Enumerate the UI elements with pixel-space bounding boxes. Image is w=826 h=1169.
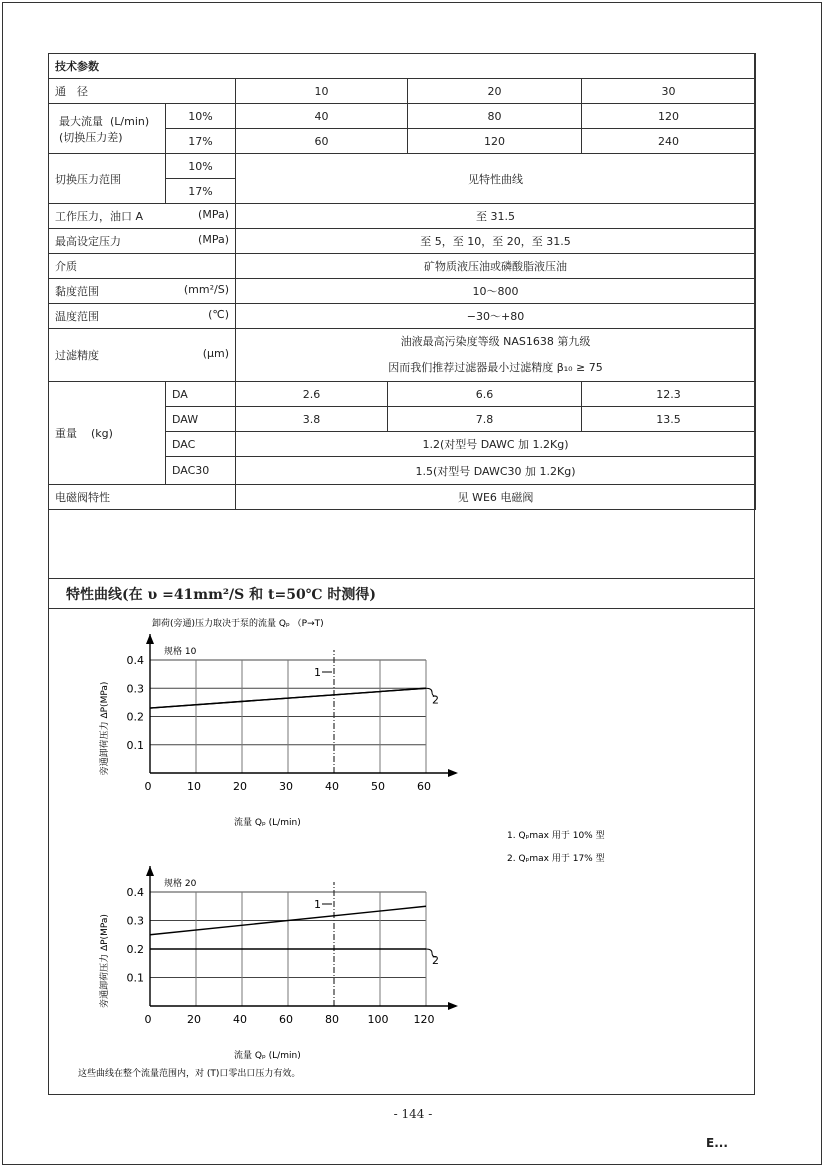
size-20: 20 xyxy=(408,79,582,104)
weight-dac30-value: 1.5(对型号 DAWC30 加 1.2Kg) xyxy=(236,457,756,485)
switch-10pct: 10% xyxy=(166,154,236,179)
chart2-x-tick-label: 120 xyxy=(413,1013,435,1026)
chart1-x-label: 流量 Qₚ (L/min) xyxy=(234,818,301,828)
medium-label: 介质 xyxy=(49,254,236,279)
chart2-y-tick-label: 0.2 xyxy=(126,943,144,956)
chart2-y-tick-label: 0.1 xyxy=(126,971,144,985)
chart1-callout-2-label: 2 xyxy=(432,693,439,707)
filter-label: 过滤精度 (μm) xyxy=(49,329,236,382)
maxflow-17-b: 120 xyxy=(408,129,582,154)
weight-dac30: DAC30 xyxy=(166,457,236,485)
chart2-x-tick-label: 0 xyxy=(144,1013,152,1026)
medium-value: 矿物质液压油或磷酸脂液压油 xyxy=(236,254,756,279)
weight-dac-value: 1.2(对型号 DAWC 加 1.2Kg) xyxy=(236,432,756,457)
weight-daw-10: 3.8 xyxy=(236,407,388,432)
switch-17pct: 17% xyxy=(166,179,236,204)
legend-1: 1. Qₚmax 用于 10% 型 xyxy=(507,831,605,841)
chart2-callout-1-label: 1 xyxy=(314,898,321,911)
solenoid-value: 见 WE6 电磁阀 xyxy=(236,485,756,510)
visc-value: 10～800 xyxy=(236,279,756,304)
chart2-x-tick-label: 20 xyxy=(187,1013,201,1026)
chart2-x-arrow xyxy=(448,1002,458,1010)
chart1-title: 规格 10 xyxy=(164,647,197,657)
weight-da-30: 12.3 xyxy=(582,382,756,407)
size-30: 30 xyxy=(582,79,756,104)
chart1-y-arrow xyxy=(146,634,154,644)
chart1-y-label: 旁通卸荷压力 ΔP(MPa) xyxy=(100,681,110,776)
chart2-y-arrow xyxy=(146,866,154,876)
solenoid-label: 电磁阀特性 xyxy=(49,485,236,510)
chart2-x-tick-label: 100 xyxy=(367,1013,389,1026)
work-value: 至 31.5 xyxy=(236,204,756,229)
maxset-label: 最高设定压力 (MPa) xyxy=(49,229,236,254)
chart1-x-tick-label: 50 xyxy=(371,780,385,793)
temp-value: −30～+80 xyxy=(236,304,756,329)
chart1-x-tick-label: 10 xyxy=(187,780,201,793)
weight-dac: DAC xyxy=(166,432,236,457)
chart2-y-tick-label: 0.3 xyxy=(126,914,144,928)
filter-value: 油液最高污染度等级 NAS1638 第九级 因而我们推荐过滤器最小过滤精度 β₁₀ ≥ 75 xyxy=(236,329,756,382)
chart1-x-tick-label: 20 xyxy=(233,780,247,793)
weight-label: 重量 (kg) xyxy=(49,382,166,485)
chart2-x-label: 流量 Qₚ (L/min) xyxy=(234,1051,301,1061)
chart2-x-tick-label: 60 xyxy=(279,1013,293,1026)
maxflow-10-b: 80 xyxy=(408,104,582,129)
work-label: 工作压力，油口 A (MPa) xyxy=(49,204,236,229)
maxflow-17pct: 17% xyxy=(166,129,236,154)
chart2-callout-2-label: 2 xyxy=(432,954,439,967)
chart1-x-tick-label: 0 xyxy=(144,780,152,793)
chart1-y-tick-label: 0.3 xyxy=(126,682,144,696)
footnote: 这些曲线在整个流量范围内，对 (T)口零出口压力有效。 xyxy=(78,1069,301,1079)
switch-label: 切换压力范围 xyxy=(49,154,166,204)
switch-value: 见特性曲线 xyxy=(236,154,756,204)
chart1-x-tick-label: 30 xyxy=(279,780,293,793)
maxflow-10-a: 40 xyxy=(236,104,408,129)
corner-mark: E... xyxy=(706,1136,728,1150)
size-label: 通 径 xyxy=(49,79,236,104)
weight-da-10: 2.6 xyxy=(236,382,388,407)
maxflow-17-a: 60 xyxy=(236,129,408,154)
chart2-y-label: 旁通卸荷压力 ΔP(MPa) xyxy=(100,914,110,1008)
temp-label: 温度范围 (℃) xyxy=(49,304,236,329)
weight-da-20: 6.6 xyxy=(388,382,582,407)
chart2-title: 规格 20 xyxy=(164,879,197,889)
chart1-x-tick-label: 60 xyxy=(417,780,431,793)
weight-da: DA xyxy=(166,382,236,407)
chart2-x-tick-label: 40 xyxy=(233,1013,247,1026)
chart1-x-arrow xyxy=(448,769,458,777)
maxflow-10pct: 10% xyxy=(166,104,236,129)
size-10: 10 xyxy=(236,79,408,104)
maxflow-17-c: 240 xyxy=(582,129,756,154)
visc-label: 黏度范围 (mm²/S) xyxy=(49,279,236,304)
weight-daw: DAW xyxy=(166,407,236,432)
chart2-y-tick-label: 0.4 xyxy=(126,886,144,899)
chart2-x-tick-label: 80 xyxy=(325,1013,339,1026)
maxset-value: 至 5，至 10，至 20，至 31.5 xyxy=(236,229,756,254)
section-title: 技术参数 xyxy=(49,54,756,79)
section2-title: 特性曲线(在 υ =41mm²/S 和 t=50℃ 时测得) xyxy=(48,578,755,609)
chart1-y-tick-label: 0.2 xyxy=(126,710,144,724)
maxflow-10-c: 120 xyxy=(582,104,756,129)
chart1-callout-1-label: 1 xyxy=(314,666,321,679)
legend-2: 2. Qₚmax 用于 17% 型 xyxy=(507,854,605,864)
chart1-x-tick-label: 40 xyxy=(325,780,339,793)
weight-daw-30: 13.5 xyxy=(582,407,756,432)
chart-caption: 卸荷(旁通)压力取决于泵的流量 Qₚ （P→T) xyxy=(152,619,324,629)
chart1-y-tick-label: 0.4 xyxy=(126,654,144,667)
page-number: - 144 - xyxy=(393,1107,433,1121)
chart1-y-tick-label: 0.1 xyxy=(126,738,144,752)
maxflow-label: 最大流量 (L/min) (切换压力差) xyxy=(49,104,166,154)
weight-daw-20: 7.8 xyxy=(388,407,582,432)
